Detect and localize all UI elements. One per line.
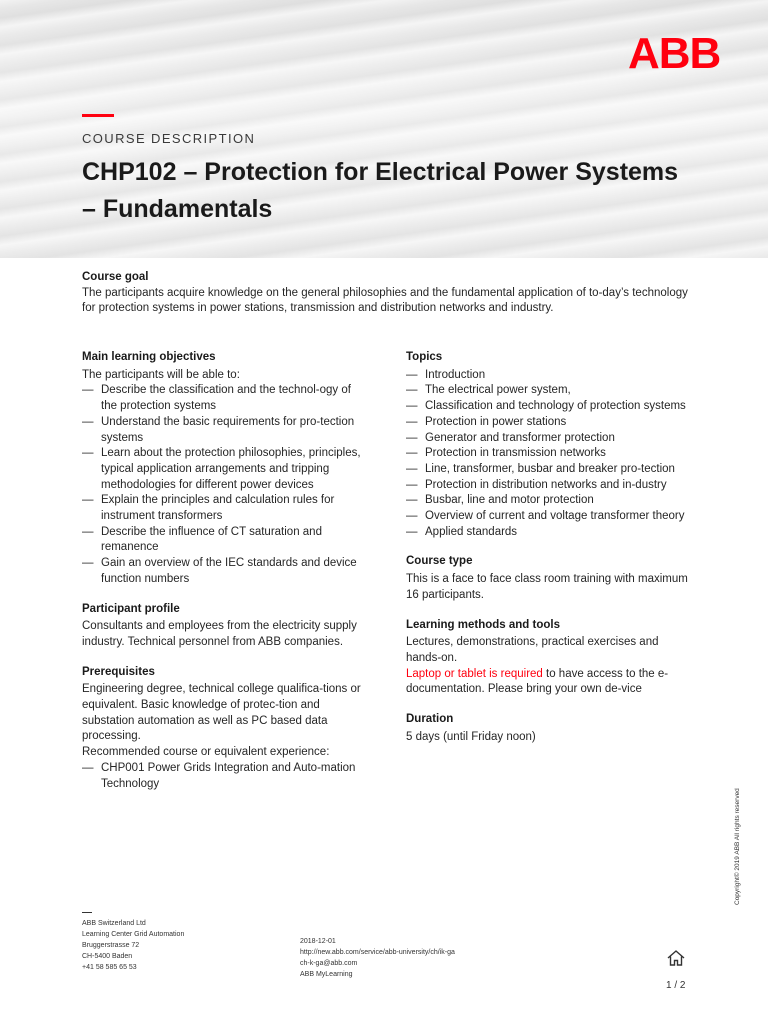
topics-heading: Topics [406,351,443,363]
footer-email[interactable]: ch-k-ga@abb.com [300,960,358,967]
footer-url[interactable]: http://new.abb.com/service/abb-university/ch/ik-ga [300,949,455,956]
list-item: — The electrical power system, [406,383,696,399]
methods-note [406,667,696,698]
list-item: — Applied standards [406,525,696,541]
footer-date: 2018-12-01 [300,938,336,945]
svg-text:ABB: ABB [628,30,721,70]
list-item: — Describe the influence of CT saturation and remanence [82,525,367,556]
prerequisites-recommended: Recommended course or equivalent experience: [82,746,330,759]
methods-text: Lectures, demonstrations, practical exercises and hands-on. [406,636,659,664]
duration-heading: Duration [406,713,454,726]
home-icon[interactable] [666,948,686,968]
header-banner [0,0,768,258]
eyebrow-label: COURSE DESCRIPTION [82,131,256,146]
methods-heading: Learning methods and tools [406,618,560,631]
profile-text: Consultants and employees from the electricity supply industry. Technical personnel from ABB companies. [82,620,357,648]
laptop-required-note: Laptop or tablet is required [406,667,543,680]
footer-city: CH-5400 Baden [82,953,133,960]
course-type-heading: Course type [406,555,473,568]
abb-logo [628,30,728,70]
list-item: — Describe the classification and the technol-ogy of the protection systems [82,383,367,414]
methods-note-rest: to have access to the e-documentation. Please bring your own de-vice [406,667,669,696]
list-item: — CHP001 Power Grids Integration and Auto-mation Technology [82,761,367,792]
list-item: — Overview of current and voltage transformer theory [406,509,696,525]
list-item: — Introduction [406,368,696,384]
prerequisites-heading: Prerequisites [82,665,155,678]
list-item: — Busbar, line and motor protection [406,493,696,509]
footer-address [82,912,184,973]
course-goal-section [82,270,692,317]
list-item: — Protection in power stations [406,415,696,431]
footer-meta [300,936,455,980]
list-item: — Explain the principles and calculation rules for instrument transformers [82,493,367,524]
footer-street: Bruggerstrasse 72 [82,942,140,949]
course-goal-heading: Course goal [82,271,149,283]
right-column [406,350,696,745]
list-item: — Generator and transformer protection [406,431,696,447]
course-type-text: This is a face to face class room training with maximum 16 participants. [406,573,688,601]
left-column [82,350,367,792]
footer-platform: ABB MyLearning [300,971,353,978]
footer-phone: +41 58 585 65 53 [82,964,137,971]
footer-center: Learning Center Grid Automation [82,931,185,938]
list-item: — Learn about the protection philosophies, principles, typical application arrangements and tripping methodologies for different power devices [82,446,367,493]
objectives-heading: Main learning objectives [82,351,216,363]
course-goal-text: The participants acquire knowledge on the general philosophies and the fundamental application of to-day’s technology for protection systems in power stations, transmission and distribution networks and industry. [82,286,688,315]
footer-divider [82,912,92,913]
profile-heading: Participant profile [82,602,180,615]
page-number: 1 / 2 [666,980,686,991]
list-item: — Protection in transmission networks [406,446,696,462]
list-item: — Classification and technology of protection systems [406,399,696,415]
accent-dash [82,114,114,117]
list-item: — Line, transformer, busbar and breaker pro-tection [406,462,696,478]
page-title: CHP102 – Protection for Electrical Power Systems – Fundamentals [82,158,679,223]
list-item: — Gain an overview of the IEC standards and device function numbers [82,556,367,587]
duration-text: 5 days (until Friday noon) [406,730,536,743]
footer-company: ABB Switzerland Ltd [82,920,146,927]
prerequisites-list [82,761,367,792]
list-item: — Understand the basic requirements for pro-tection systems [82,415,367,446]
copyright-notice: Copyright© 2019 ABB All rights reserved [734,788,741,905]
prerequisites-text: Engineering degree, technical college qualifica-tions or equivalent. Basic knowledge of protec-tion and substation automation as well as PC based data processing. [82,683,361,743]
objectives-intro: The participants will be able to: [82,368,240,381]
objectives-list [82,383,367,587]
list-item: — Protection in distribution networks and in-dustry [406,478,696,494]
topics-list [406,368,696,541]
